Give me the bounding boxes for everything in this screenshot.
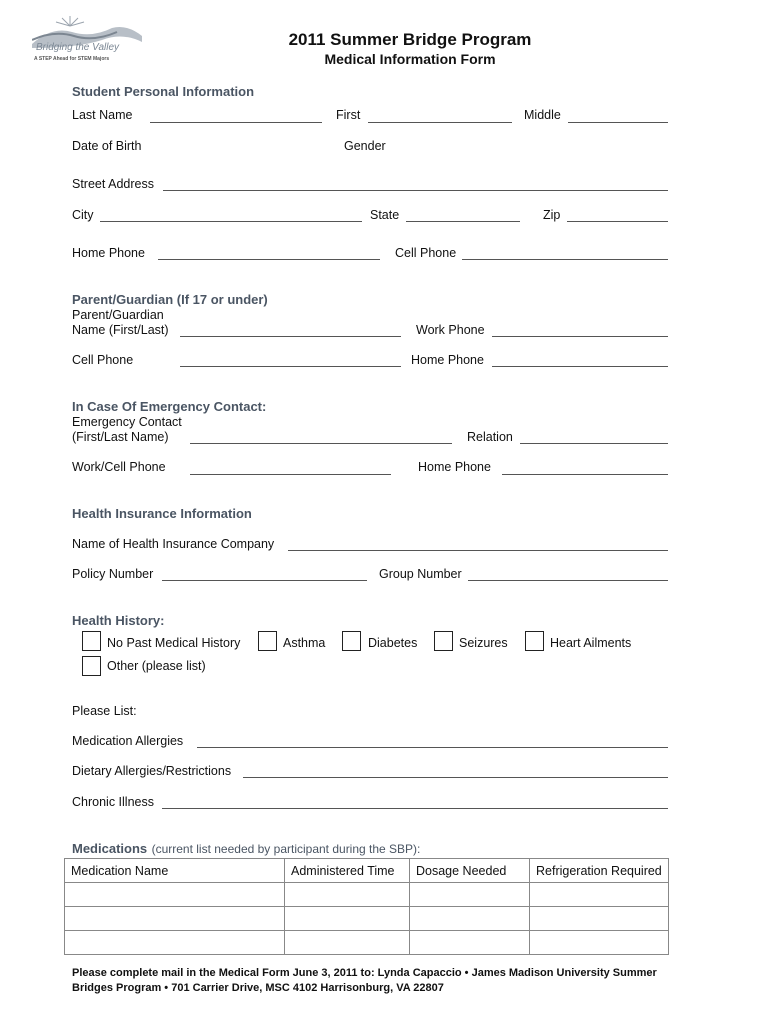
emergency-work-cell-label: Work/Cell Phone <box>72 460 166 474</box>
seizures-checkbox[interactable] <box>434 631 453 651</box>
section-heading-emergency: In Case Of Emergency Contact: <box>72 399 267 414</box>
emergency-name-label-line2: (First/Last Name) <box>72 430 169 444</box>
student-cell-phone-label: Cell Phone <box>395 246 457 260</box>
medications-table <box>64 858 669 955</box>
medication-allergies-label: Medication Allergies <box>72 734 184 748</box>
middle-name-label: Middle <box>524 108 561 122</box>
first-name-label: First <box>336 108 361 122</box>
group-number-label: Group Number <box>379 567 462 581</box>
medications-title: Medications <box>72 841 148 856</box>
last-name-label: Last Name <box>72 108 133 122</box>
policy-number-label: Policy Number <box>72 567 154 581</box>
col-dosage-needed: Dosage Needed <box>410 859 530 883</box>
page-title: 2011 Summer Bridge Program <box>288 30 532 49</box>
logo <box>32 14 142 60</box>
relation-field[interactable] <box>520 443 668 444</box>
street-label: Street Address <box>72 177 154 191</box>
no-history-checkbox[interactable] <box>82 631 101 651</box>
emergency-home-phone-label: Home Phone <box>418 460 491 474</box>
no-history-label: No Past Medical History <box>107 636 241 650</box>
middle-name-field[interactable] <box>568 122 668 123</box>
guardian-name-label-line1: Parent/Guardian <box>72 308 164 322</box>
city-label: City <box>72 208 94 222</box>
street-field[interactable] <box>163 190 668 191</box>
guardian-cell-phone-field[interactable] <box>180 366 401 367</box>
col-medication-name: Medication Name <box>65 859 285 883</box>
student-home-phone-label: Home Phone <box>72 246 145 260</box>
logo-tagline: A STEP Ahead for STEM Majors <box>34 56 110 62</box>
seizures-label: Seizures <box>459 636 508 650</box>
table-row[interactable] <box>65 907 669 931</box>
dob-label: Date of Birth <box>72 139 142 153</box>
zip-field[interactable] <box>567 221 668 222</box>
section-heading-history: Health History: <box>72 613 165 628</box>
state-label: State <box>370 208 400 222</box>
section-heading-student: Student Personal Information <box>72 84 255 99</box>
footer-instructions: Please complete mail in the Medical Form June 3, 2011 to: Lynda Capaccio • James Madison University Summer Bridges Program • 701 Carrier Drive, MSC 4102 Harrisonburg, VA 22807 <box>72 967 657 994</box>
guardian-name-label-line2: Name (First/Last) <box>72 323 169 337</box>
page-subtitle: Medical Information Form <box>324 51 496 67</box>
insurance-company-field[interactable] <box>288 550 668 551</box>
emergency-name-field[interactable] <box>190 443 452 444</box>
table-row[interactable] <box>65 931 669 955</box>
guardian-work-phone-field[interactable] <box>492 336 668 337</box>
other-label: Other (please list) <box>107 659 206 673</box>
emergency-name-label-line1: Emergency Contact <box>72 415 182 429</box>
heart-ailments-label: Heart Ailments <box>550 636 632 650</box>
student-cell-phone-field[interactable] <box>462 259 668 260</box>
zip-label: Zip <box>543 208 561 222</box>
medication-allergies-field[interactable] <box>197 747 668 748</box>
insurance-company-label: Name of Health Insurance Company <box>72 537 275 551</box>
dietary-allergies-label: Dietary Allergies/Restrictions <box>72 764 232 778</box>
medications-heading <box>72 840 420 858</box>
col-refrigeration-required: Refrigeration Required <box>530 859 669 883</box>
student-home-phone-field[interactable] <box>158 259 380 260</box>
state-field[interactable] <box>406 221 520 222</box>
last-name-field[interactable] <box>150 122 322 123</box>
emergency-work-cell-field[interactable] <box>190 474 391 475</box>
emergency-home-phone-field[interactable] <box>502 474 668 475</box>
heart-ailments-checkbox[interactable] <box>525 631 544 651</box>
gender-label: Gender <box>344 139 386 153</box>
logo-name: Bridging the Valley <box>36 42 120 53</box>
diabetes-label: Diabetes <box>368 636 418 650</box>
asthma-label: Asthma <box>283 636 326 650</box>
section-heading-insurance: Health Insurance Information <box>72 506 252 521</box>
group-number-field[interactable] <box>468 580 668 581</box>
policy-number-field[interactable] <box>162 580 367 581</box>
medications-note: (current list needed by participant during the SBP): <box>151 842 421 856</box>
relation-label: Relation <box>467 430 513 444</box>
table-header-row <box>65 859 669 883</box>
guardian-home-phone-label: Home Phone <box>411 353 484 367</box>
chronic-illness-field[interactable] <box>162 808 668 809</box>
guardian-name-field[interactable] <box>180 336 401 337</box>
dietary-allergies-field[interactable] <box>243 777 668 778</box>
city-field[interactable] <box>100 221 362 222</box>
please-list-label: Please List: <box>72 704 137 718</box>
table-row[interactable] <box>65 883 669 907</box>
guardian-cell-phone-label: Cell Phone <box>72 353 134 367</box>
diabetes-checkbox[interactable] <box>342 631 361 651</box>
other-checkbox[interactable] <box>82 656 101 676</box>
col-administered-time: Administered Time <box>285 859 410 883</box>
guardian-home-phone-field[interactable] <box>492 366 668 367</box>
chronic-illness-label: Chronic Illness <box>72 795 154 809</box>
guardian-work-phone-label: Work Phone <box>416 323 485 337</box>
asthma-checkbox[interactable] <box>258 631 277 651</box>
first-name-field[interactable] <box>368 122 512 123</box>
section-heading-guardian: Parent/Guardian (If 17 or under) <box>72 292 268 307</box>
